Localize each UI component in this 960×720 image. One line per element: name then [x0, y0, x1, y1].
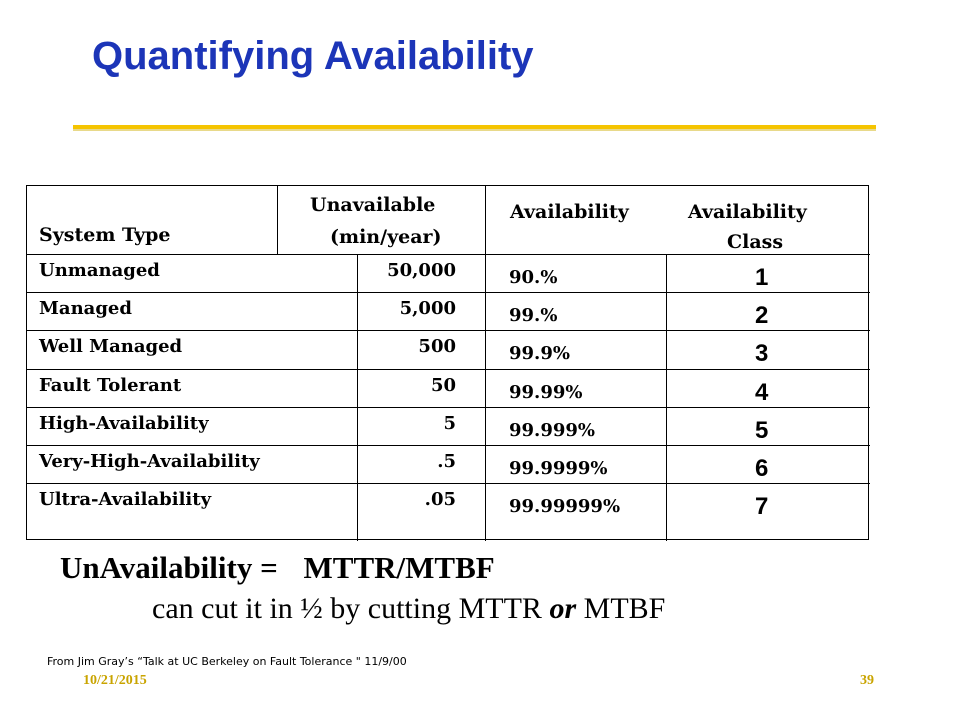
unavailability-formula	[60, 550, 495, 586]
source-citation: From Jim Gray’s “Talk at UC Berkeley on Fault Tolerance " 11/9/00	[47, 655, 407, 668]
cell-unavailable: 5,000	[399, 298, 456, 320]
cell-availability: 99.99999%	[509, 496, 621, 518]
row-divider	[27, 407, 870, 408]
cell-system-type: Very-High-Availability	[39, 451, 260, 472]
cell-availability-class: 6	[755, 455, 769, 482]
cell-system-type: Managed	[39, 298, 132, 320]
subtext-before: can cut it in ½ by cutting MTTR	[152, 592, 542, 625]
header-class-line2: Class	[727, 231, 784, 253]
header-divider-1	[277, 186, 278, 254]
subtext-or: or	[549, 592, 577, 625]
cell-system-type: Unmanaged	[39, 260, 160, 281]
row-divider	[27, 292, 870, 293]
formula-rhs: MTTR/MTBF	[303, 550, 495, 585]
cell-availability: 99.9999%	[509, 458, 608, 479]
header-class-line1: Availability	[688, 201, 807, 223]
formula-subtext	[152, 592, 665, 626]
cell-availability-class: 4	[755, 378, 769, 406]
cell-system-type: High-Availability	[39, 412, 209, 434]
row-divider	[27, 483, 870, 484]
column-divider-3	[666, 254, 667, 541]
cell-availability: 90.%	[509, 267, 558, 288]
row-divider	[27, 369, 870, 370]
formula-lhs: UnAvailability =	[60, 550, 278, 585]
cell-availability-class: 2	[755, 302, 769, 330]
cell-unavailable: 5	[443, 412, 456, 434]
row-divider	[27, 330, 870, 331]
cell-availability-class: 7	[755, 493, 769, 521]
row-divider	[27, 445, 870, 446]
cell-availability-class: 5	[755, 416, 769, 444]
column-divider-1	[357, 254, 358, 541]
cell-availability: 99.999%	[509, 419, 595, 441]
cell-unavailable: 50,000	[387, 260, 456, 281]
footer-date: 10/21/2015	[83, 673, 147, 688]
header-system-type: System Type	[39, 224, 171, 246]
page-number: 39	[860, 673, 874, 688]
header-unavailable-line1: Unavailable	[310, 194, 436, 216]
cell-system-type: Ultra-Availability	[39, 489, 212, 511]
cell-availability-class: 1	[755, 264, 769, 291]
cell-availability: 99.99%	[509, 381, 583, 403]
header-divider-2	[485, 186, 486, 541]
cell-system-type: Fault Tolerant	[39, 374, 182, 396]
header-unavailable-line2: (min/year)	[330, 226, 442, 248]
subtext-after: MTBF	[583, 592, 666, 625]
cell-availability: 99.9%	[509, 343, 570, 365]
header-underline	[27, 254, 870, 255]
availability-table	[26, 185, 869, 540]
cell-unavailable: 500	[418, 336, 456, 358]
cell-availability: 99.%	[509, 305, 558, 327]
cell-unavailable: .05	[424, 489, 456, 511]
cell-system-type: Well Managed	[39, 336, 183, 358]
cell-unavailable: 50	[430, 374, 456, 396]
cell-unavailable: .5	[437, 451, 456, 472]
header-availability: Availability	[510, 201, 629, 223]
title-underline	[73, 125, 876, 131]
slide-title: Quantifying Availability	[92, 34, 534, 78]
cell-availability-class: 3	[755, 340, 769, 368]
